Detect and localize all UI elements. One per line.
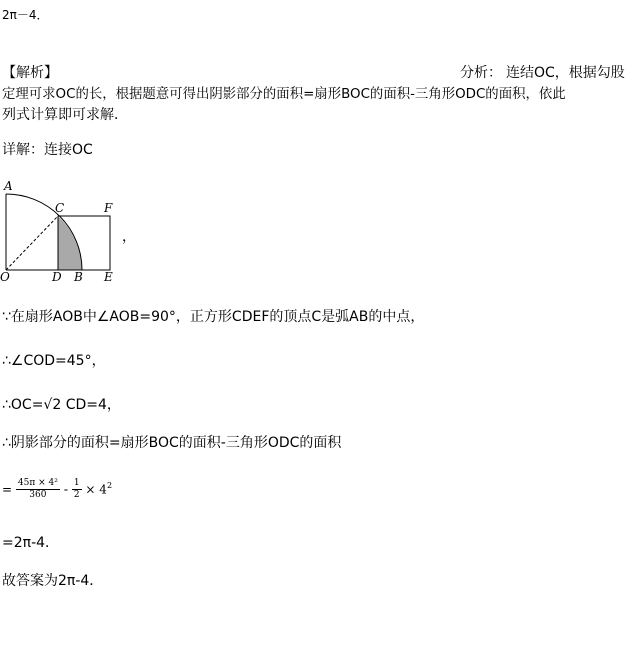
formula-exp: 2 (106, 481, 113, 490)
analysis-line3: 列式计算即可求解． (2, 107, 128, 123)
fraction-sector (16, 478, 60, 501)
detail-label: 详解：连接OC (2, 142, 93, 158)
analysis-label: 分析： (460, 65, 502, 81)
step-2: ∴∠COD=45°， (2, 353, 106, 369)
analysis-line1: 连结OC，根据勾股 (506, 65, 625, 81)
shaded-region (58, 216, 82, 270)
geometry-figure (0, 178, 130, 282)
fraction-sector-den: 360 (29, 490, 47, 500)
analysis-line2: 定理可求OC的长，根据题意可得出阴影部分的面积=扇形BOC的面积-三角形ODC的面积，依此 (2, 87, 566, 102)
formula-eq: = (2, 482, 13, 497)
formula-minus: - (63, 482, 69, 497)
fraction-half (72, 478, 82, 501)
label-a: A (4, 179, 13, 193)
formula-tail: × 4 (85, 482, 107, 497)
label-c: C (55, 201, 65, 215)
label-e: E (104, 270, 113, 282)
formula (2, 478, 112, 501)
step-4: ∴阴影部分的面积=扇形BOC的面积-三角形ODC的面积 (2, 435, 342, 451)
figure-comma: ， (122, 229, 136, 245)
analysis-tag: 【解析】 (2, 65, 58, 81)
label-o: O (0, 270, 10, 282)
fraction-sector-num: 45π × 4² (17, 478, 58, 488)
fraction-half-den: 2 (73, 490, 80, 500)
fraction-half-num: 1 (73, 478, 80, 488)
step-1: ∵在扇形AOB中∠AOB=90°，正方形CDEF的顶点C是弧AB的中点， (2, 309, 425, 325)
step-5: =2π-4． (2, 535, 60, 551)
final-answer: 故答案为2π-4． (2, 573, 104, 589)
label-f: F (104, 201, 113, 215)
step-3: ∴OC=√2 CD=4， (2, 397, 121, 413)
label-b: B (74, 270, 83, 282)
answer-line: 2π－4． (2, 8, 49, 22)
label-d: D (52, 270, 62, 282)
